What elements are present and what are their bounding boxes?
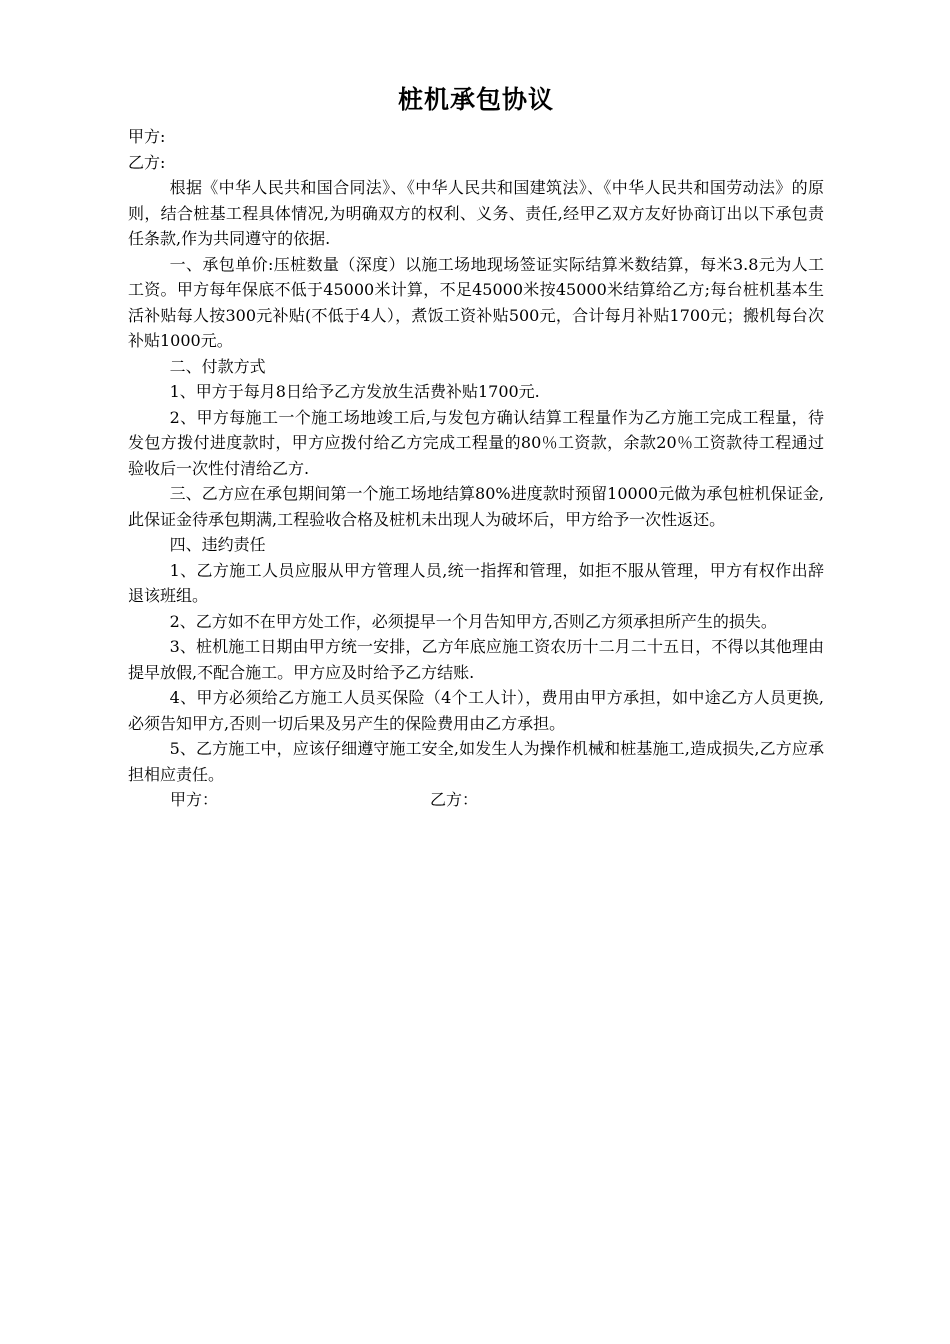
clause-unit-price: 一、承包单价:压桩数量（深度）以施工场地现场签证实际结算米数结算，每米3.8元为人工工资。甲方每年保底不低于45000米计算，不足45000米按45000米结算给乙方;每台桩机基本生活补贴每人按300元补贴(不低于4人），煮饭工资补贴500元，合计每月补贴1700元；搬机每台次补贴1000元。 xyxy=(128,254,824,350)
heading-payment-method: 二、付款方式 xyxy=(169,356,266,376)
heading-breach-liability: 四、违约责任 xyxy=(169,535,266,554)
preamble-paragraph: 根据《中华人民共和国合同法》、《中华人民共和国建筑法》、《中华人民共和国劳动法》的原则，结合桩基工程具体情况,为明确双方的权利、义务、责任,经甲乙双方友好协商订出以下承包责任条款,作为共同遵守的依据. xyxy=(128,178,824,248)
clause-payment-1: 1、甲方于每月8日给予乙方发放生活费补贴1700元. xyxy=(169,382,540,401)
document-page xyxy=(128,80,824,813)
clause-breach-1: 1、乙方施工人员应服从甲方管理人员,统一指挥和管理，如拒不服从管理，甲方有权作出辞退该班组。 xyxy=(128,560,824,605)
signature-row xyxy=(128,787,824,813)
signature-party-b: 乙方： xyxy=(430,790,479,809)
party-a-label: 甲方: xyxy=(128,127,166,146)
document-title: 桩机承包协议 xyxy=(397,85,554,114)
party-b-label: 乙方: xyxy=(128,152,166,172)
clause-payment-2: 2、甲方每施工一个施工场地竣工后,与发包方确认结算工程量作为乙方施工完成工程量，待发包方拨付进度款时，甲方应拨付给乙方完成工程量的80％工资款，余款20％工资款待工程通过验收后一次性付清给乙方. xyxy=(128,407,824,478)
signature-party-a: 甲方： xyxy=(170,790,219,809)
clause-breach-2: 2、乙方如不在甲方处工作，必须提早一个月告知甲方,否则乙方须承担所产生的损失。 xyxy=(169,611,777,631)
clause-deposit: 三、乙方应在承包期间第一个施工场地结算80%进度款时预留10000元做为承包桩机保证金,此保证金待承包期满,工程验收合格及桩机未出现人为破坏后，甲方给予一次性返还。 xyxy=(128,484,824,529)
clause-breach-5: 5、乙方施工中，应该仔细遵守施工安全,如发生人为操作机械和桩基施工,造成损失,乙方应承担相应责任。 xyxy=(128,739,824,784)
clause-breach-3: 3、桩机施工日期由甲方统一安排，乙方年底应施工资农历十二月二十五日，不得以其他理由提早放假,不配合施工。甲方应及时给予乙方结账. xyxy=(128,637,824,682)
clause-breach-4: 4、甲方必须给乙方施工人员买保险（4个工人计），费用由甲方承担，如中途乙方人员更换,必须告知甲方,否则一切后果及另产生的保险费用由乙方承担。 xyxy=(128,688,824,733)
